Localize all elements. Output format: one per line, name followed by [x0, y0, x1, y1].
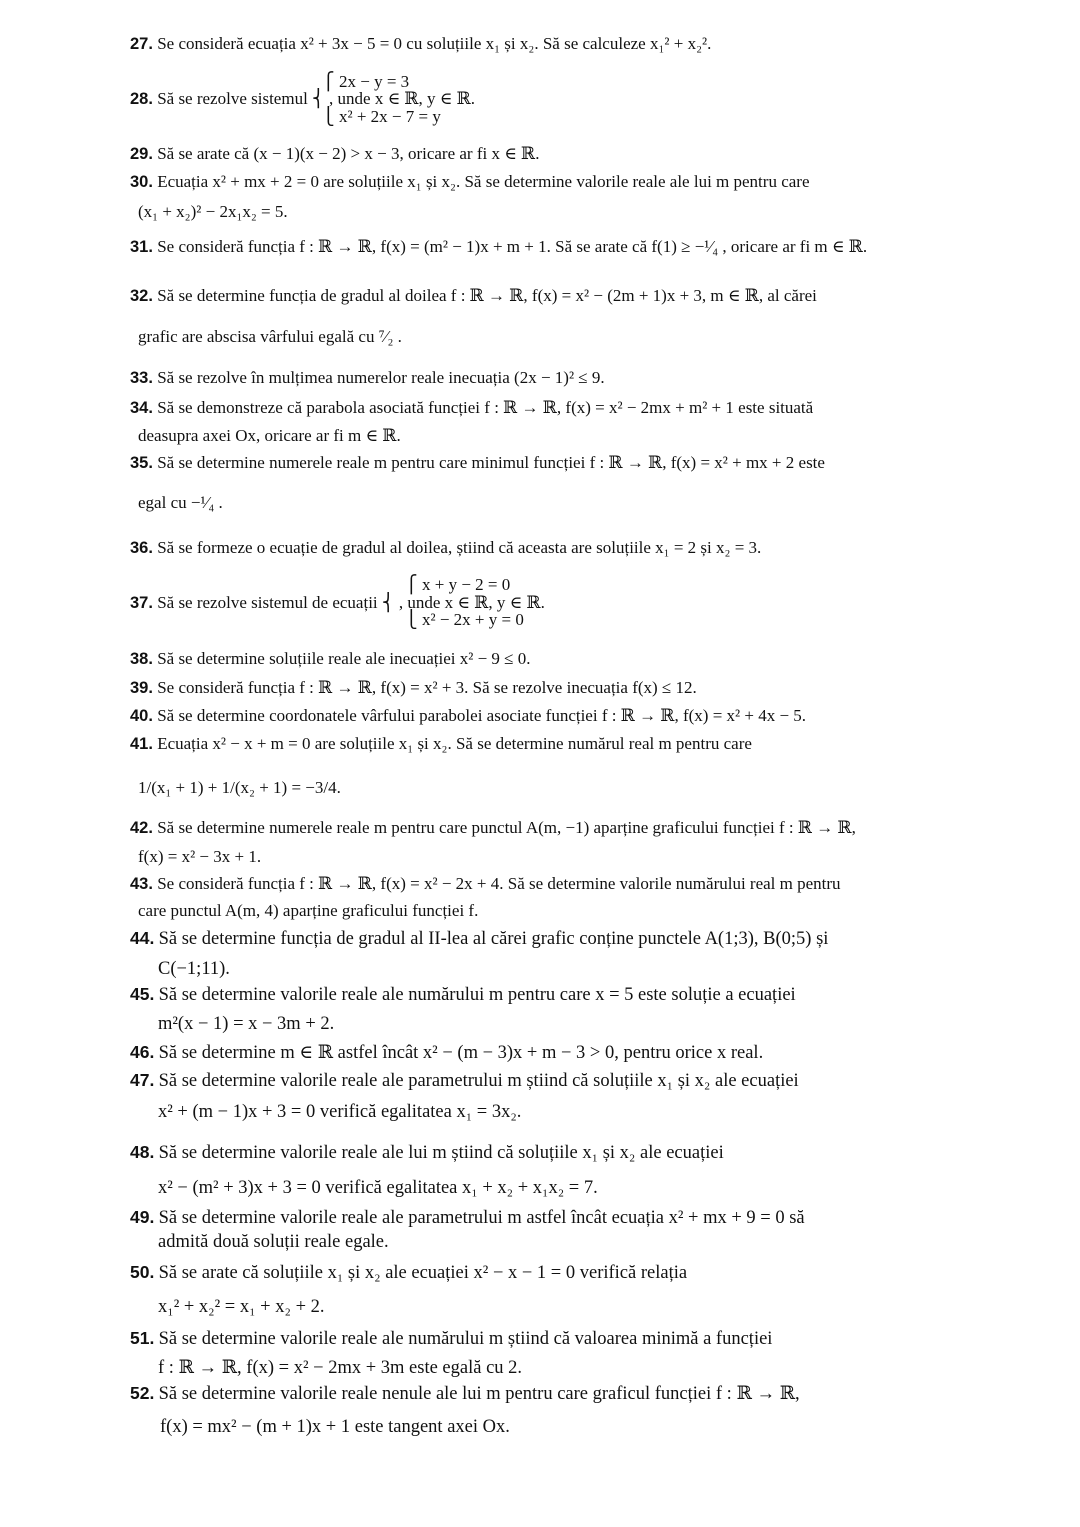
problem-line: [138, 493, 223, 513]
problem-line: [130, 172, 810, 192]
problem-line: [322, 107, 441, 127]
problem-number: 45.: [130, 984, 155, 1004]
problem-text: Ecuația x² − x + m = 0 are soluțiile x₁ și x₂. Să se determine numărul real m pentru care: [157, 734, 752, 753]
problem-text: x₁² + x₂² = x₁ + x₂ + 2.: [158, 1297, 325, 1317]
problem-line: [158, 1102, 521, 1122]
problem-text: grafic are abscisa vârfului egală cu ⁷⁄₂ .: [138, 327, 402, 346]
problem-line: [130, 368, 605, 388]
problem-line: [130, 818, 856, 838]
problem-line: [160, 1417, 510, 1437]
problem-line: [130, 1042, 763, 1063]
problem-number: 37.: [130, 594, 153, 612]
problem-line: [158, 1014, 334, 1034]
problem-text: Să se rezolve sistemul ⎨ , unde x ∈ ℝ, y ∈ ℝ.: [157, 89, 476, 108]
problem-line: [130, 538, 761, 558]
problem-line: [138, 202, 288, 222]
problem-text: m²(x − 1) = x − 3m + 2.: [158, 1014, 335, 1034]
problem-line: [138, 426, 401, 446]
problem-line: [130, 928, 828, 949]
problem-line: [130, 1262, 687, 1283]
problem-text: Se consideră ecuația x² + 3x − 5 = 0 cu soluțiile x₁ și x₂. Să se calculeze x₁² + x₂².: [157, 34, 712, 53]
problem-line: [158, 959, 230, 979]
problem-line: [158, 1358, 522, 1378]
problem-text: f(x) = x² − 3x + 1.: [138, 847, 262, 866]
problem-number: 52.: [130, 1383, 155, 1403]
problem-number: 46.: [130, 1042, 155, 1062]
problem-text: Să se arate că (x − 1)(x − 2) > x − 3, oricare ar fi x ∈ ℝ.: [157, 144, 540, 163]
problem-text: Să se arate că soluțiile x₁ și x₂ ale ecuației x² − x − 1 = 0 verifică relația: [158, 1263, 688, 1283]
problem-text: egal cu −¹⁄₄ .: [138, 493, 223, 512]
problem-text: (x₁ + x₂)² − 2x₁x₂ = 5.: [138, 202, 288, 221]
problem-text: Să se determine numerele reale m pentru care minimul funcției f : ℝ → ℝ, f(x) = x² + mx + 2 este: [157, 453, 825, 472]
problem-number: 42.: [130, 819, 153, 837]
problem-number: 33.: [130, 369, 153, 387]
problem-number: 34.: [130, 399, 153, 417]
problem-line: [130, 1142, 724, 1163]
problem-line: [130, 678, 697, 698]
problem-line: [130, 89, 475, 109]
problem-text: Să se determine funcția de gradul al II-lea al cărei grafic conține punctele A(1;3), B(0;5) și: [158, 929, 829, 949]
problem-text: Se consideră funcția f : ℝ → ℝ, f(x) = x² − 2x + 4. Să se determine valorile numărului real m pentru: [157, 874, 841, 893]
problem-line: [138, 901, 478, 921]
problem-number: 38.: [130, 650, 153, 668]
problem-text: ⎧ x + y − 2 = 0: [405, 575, 511, 594]
problem-text: Se consideră funcția f : ℝ → ℝ, f(x) = x² + 3. Să se rezolve inecuația f(x) ≤ 12.: [157, 678, 697, 697]
problem-text: deasupra axei Ox, oricare ar fi m ∈ ℝ.: [138, 426, 401, 445]
problem-text: admită două soluții reale egale.: [158, 1232, 389, 1252]
problem-number: 35.: [130, 454, 153, 472]
problem-text: ⎩ x² + 2x − 7 = y: [322, 107, 441, 126]
problem-line: [130, 649, 531, 669]
problem-text: ⎧ 2x − y = 3: [322, 72, 410, 91]
problem-text: Se consideră funcția f : ℝ → ℝ, f(x) = (m² − 1)x + m + 1. Să se arate că f(1) ≥ −¹⁄₄ , oricare ar fi m ∈ ℝ.: [157, 237, 868, 256]
problem-number: 30.: [130, 173, 153, 191]
problem-number: 29.: [130, 145, 153, 163]
problem-line: [405, 575, 510, 595]
problem-text: Să se determine funcția de gradul al doilea f : ℝ → ℝ, f(x) = x² − (2m + 1)x + 3, m ∈ ℝ, al cărei: [157, 286, 817, 305]
problem-text: Să se determine valorile reale ale parametrului m astfel încât ecuația x² + mx + 9 = 0 să: [158, 1208, 805, 1228]
problem-line: [158, 1232, 389, 1252]
problem-text: Ecuația x² + mx + 2 = 0 are soluțiile x₁ și x₂. Să se determine valorile reale ale lui m pentru care: [157, 172, 810, 191]
problem-line: [130, 984, 796, 1005]
problem-line: [130, 144, 539, 164]
problem-text: Să se rezolve în mulțimea numerelor reale inecuația (2x − 1)² ≤ 9.: [157, 368, 605, 387]
problem-number: 44.: [130, 928, 155, 948]
problem-line: [130, 286, 817, 306]
problem-text: Să se determine valorile reale ale numărului m pentru care x = 5 este soluție a ecuației: [158, 985, 796, 1005]
problem-text: Să se determine coordonatele vârfului parabolei asociate funcției f : ℝ → ℝ, f(x) = x² + 4x − 5.: [157, 706, 807, 725]
problem-text: Să se determine valorile reale ale parametrului m știind că soluțiile x₁ și x₂ ale ecuației: [158, 1071, 799, 1091]
problem-text: 1/(x₁ + 1) + 1/(x₂ + 1) = −3/4.: [138, 778, 341, 797]
problem-text: Să se determine valorile reale nenule ale lui m pentru care graficul funcției f : ℝ → ℝ,: [158, 1384, 800, 1404]
problem-text: f(x) = mx² − (m + 1)x + 1 este tangent axei Ox.: [160, 1417, 510, 1437]
problem-text: Să se determine valorile reale ale lui m știind că soluțiile x₁ și x₂ ale ecuației: [158, 1143, 724, 1163]
problem-text: ⎩ x² − 2x + y = 0: [405, 610, 524, 629]
problem-text: care punctul A(m, 4) aparține graficului funcției f.: [138, 901, 479, 920]
problem-line: [158, 1178, 598, 1198]
problem-line: [130, 734, 752, 754]
problem-number: 41.: [130, 735, 153, 753]
problem-line: [130, 1070, 799, 1091]
problem-number: 31.: [130, 238, 153, 256]
problem-number: 47.: [130, 1070, 155, 1090]
problem-number: 36.: [130, 539, 153, 557]
problem-line: [130, 1328, 772, 1349]
problem-number: 51.: [130, 1328, 155, 1348]
problem-line: [130, 706, 806, 726]
problem-number: 28.: [130, 90, 153, 108]
problem-text: f : ℝ → ℝ, f(x) = x² − 2mx + 3m este egală cu 2.: [158, 1358, 523, 1378]
problem-number: 32.: [130, 287, 153, 305]
problem-line: [130, 874, 841, 894]
problem-line: [158, 1297, 325, 1317]
problem-text: x² − (m² + 3)x + 3 = 0 verifică egalitatea x₁ + x₂ + x₁x₂ = 7.: [158, 1178, 598, 1198]
problem-line: [405, 610, 524, 630]
problem-text: x² + (m − 1)x + 3 = 0 verifică egalitatea x₁ = 3x₂.: [158, 1102, 522, 1122]
problem-number: 39.: [130, 679, 153, 697]
problem-text: Să se rezolve sistemul de ecuații ⎨ , unde x ∈ ℝ, y ∈ ℝ.: [157, 593, 545, 612]
problem-line: [138, 847, 261, 867]
problem-line: [130, 34, 711, 54]
problem-text: Să se determine soluțiile reale ale inecuației x² − 9 ≤ 0.: [157, 649, 531, 668]
problem-line: [130, 398, 813, 418]
problem-text: Să se determine numerele reale m pentru care punctul A(m, −1) aparține graficului funcției f : ℝ → ℝ,: [157, 818, 856, 837]
problem-text: Să se determine m ∈ ℝ astfel încât x² − (m − 3)x + m − 3 > 0, pentru orice x real.: [158, 1043, 764, 1063]
problem-text: C(−1;11).: [158, 959, 230, 979]
problem-line: [130, 237, 867, 257]
problem-number: 50.: [130, 1262, 155, 1282]
problem-line: [138, 327, 402, 347]
problem-number: 49.: [130, 1207, 155, 1227]
problem-line: [130, 1383, 800, 1404]
problem-line: [130, 1207, 805, 1228]
problem-number: 27.: [130, 35, 153, 53]
problem-number: 48.: [130, 1142, 155, 1162]
problem-number: 40.: [130, 707, 153, 725]
problem-line: [138, 778, 341, 798]
problem-text: Să se demonstreze că parabola asociată funcției f : ℝ → ℝ, f(x) = x² − 2mx + m² + 1 este situată: [157, 398, 814, 417]
problem-number: 43.: [130, 875, 153, 893]
problem-line: [130, 453, 825, 473]
problem-text: Să se formeze o ecuație de gradul al doilea, știind că aceasta are soluțiile x₁ = 2 și x₂ = 3.: [157, 538, 762, 557]
problem-text: Să se determine valorile reale ale numărului m știind că valoarea minimă a funcției: [158, 1329, 773, 1349]
